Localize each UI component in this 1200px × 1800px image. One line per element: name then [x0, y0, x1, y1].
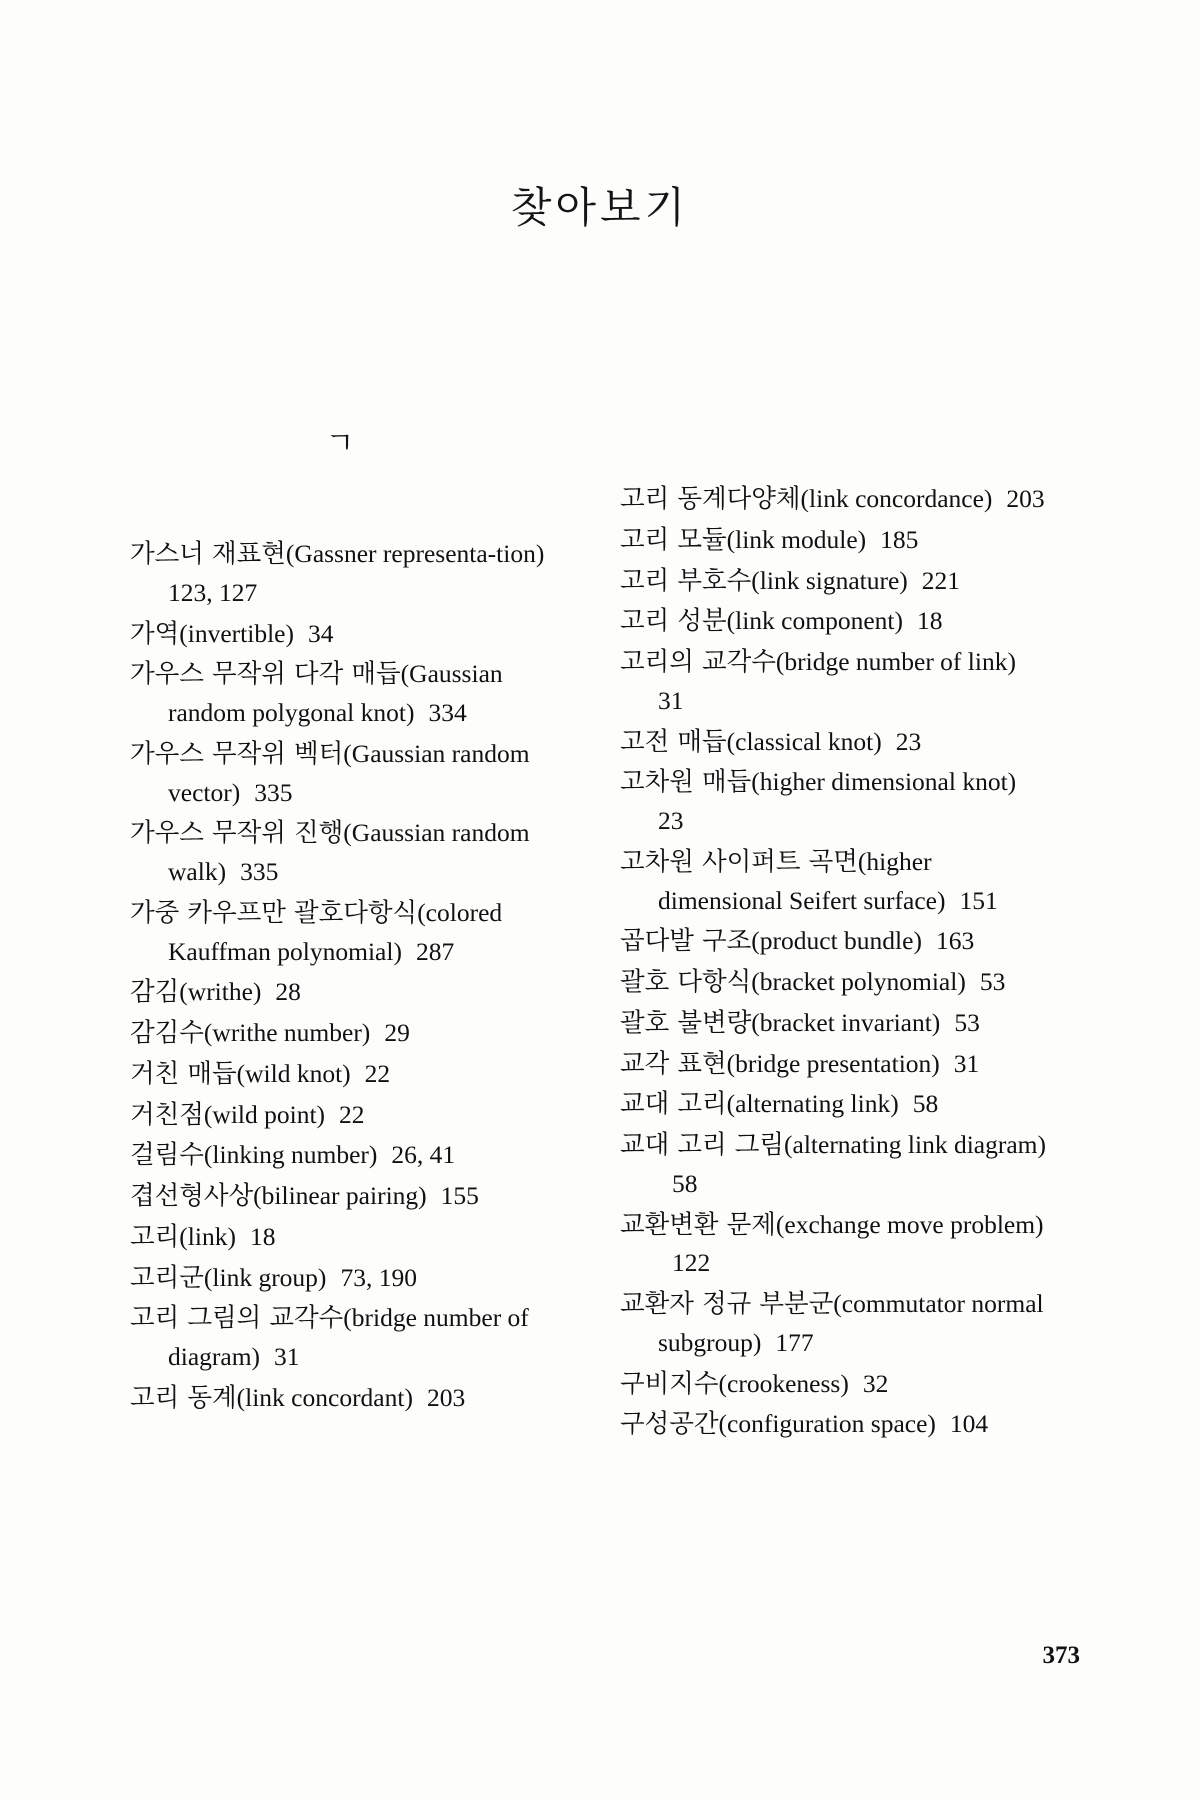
- index-entry-translation: (bracket invariant): [751, 1007, 941, 1037]
- index-entry-translation: (higher dimensional Seifert surface): [658, 846, 946, 915]
- index-entry-term: 겹선형사상: [130, 1181, 254, 1211]
- entry-spacer: [903, 602, 917, 641]
- index-entry-term: 가중 카우프만 괄호다항식: [130, 897, 418, 928]
- entry-spacer: [866, 521, 880, 560]
- index-entry-pages: 18: [916, 606, 943, 636]
- index-entry-pages: 22: [339, 1099, 365, 1129]
- index-entry-term: 고차원 매듭: [620, 767, 752, 798]
- index-entry-translation: (Gaussian random walk): [168, 818, 530, 886]
- entry-spacer: [908, 562, 922, 601]
- page-title: 찾아보기: [510, 183, 690, 232]
- index-entry-pages: 335: [254, 777, 293, 807]
- entry-spacer: [414, 694, 428, 733]
- index-entry-pages: 203: [426, 1382, 466, 1412]
- index-entry-pages: 31: [658, 685, 684, 715]
- index-entry-pages: 335: [240, 857, 279, 886]
- index-entry-translation: (link module): [726, 524, 867, 554]
- index-entry: [130, 1259, 560, 1298]
- index-entry-pages: 53: [954, 1007, 980, 1037]
- index-entry-term: 가우스 무작위 다각 매듭: [130, 659, 401, 690]
- entry-spacer: [402, 933, 416, 972]
- entry-spacer: [294, 615, 308, 654]
- index-entry-pages: 203: [1006, 484, 1045, 513]
- right-column: [620, 480, 1050, 1446]
- index-entry-translation: (alternating link diagram): [784, 1130, 1047, 1159]
- entry-spacer: [236, 1218, 250, 1257]
- entry-spacer: [658, 1165, 672, 1204]
- entry-spacer: [351, 1055, 365, 1094]
- index-entry: [620, 1004, 1050, 1043]
- index-entry-translation: (link component): [726, 606, 903, 636]
- index-entry-term: 교대 고리: [620, 1089, 727, 1120]
- index-columns: [130, 480, 1080, 1446]
- entry-spacer: [226, 853, 240, 892]
- index-entry-translation: (link signature): [751, 565, 908, 595]
- index-entry-term: 고리군: [130, 1262, 204, 1293]
- section-letter-heading: ㄱ: [325, 426, 355, 461]
- index-entry-translation: (bridge presentation): [726, 1048, 940, 1078]
- index-entry-term: 고차원 사이퍼트 곡면: [620, 846, 858, 877]
- index-entry-term: 가스너 재표현: [130, 539, 286, 569]
- entry-spacer: [427, 1177, 441, 1216]
- index-entry: [130, 1136, 560, 1175]
- index-entry-term: 거친 매듭: [130, 1058, 237, 1089]
- index-entry-term: 괄호 불변량: [620, 1007, 752, 1038]
- index-entry-term: 괄호 다항식: [620, 967, 752, 997]
- index-entry-term: 고리의 교각수: [620, 647, 776, 677]
- entry-spacer: [1016, 643, 1030, 682]
- index-entry-translation: (writhe number): [203, 1018, 371, 1047]
- index-entry-term: 고리 모듈: [620, 524, 727, 555]
- index-entry-pages: 23: [895, 726, 922, 756]
- entry-spacer: [325, 1096, 339, 1135]
- index-entry: [130, 1299, 560, 1377]
- entry-spacer: [413, 1379, 427, 1418]
- index-entry: [130, 1096, 560, 1135]
- index-entry: [620, 1085, 1050, 1124]
- index-entry-term: 교대 고리 그림: [620, 1130, 785, 1160]
- index-entry: [620, 562, 1050, 601]
- page-number: 373: [1042, 1642, 1080, 1669]
- entry-spacer: [544, 535, 558, 574]
- entry-spacer: [992, 480, 1006, 519]
- index-entry-translation: (exchange move problem): [775, 1209, 1044, 1239]
- index-entry-pages: 28: [275, 977, 301, 1007]
- entry-spacer: [260, 1338, 274, 1377]
- entry-spacer: [761, 1324, 775, 1363]
- index-entry-translation: (higher dimensional knot): [751, 767, 1017, 797]
- index-entry-translation: (invertible): [179, 618, 294, 648]
- entry-spacer: [240, 774, 254, 813]
- index-entry-pages: 287: [415, 936, 455, 966]
- index-entry-term: 고리 부호수: [620, 565, 752, 596]
- index-entry: [130, 1218, 560, 1257]
- index-entry: [130, 1379, 560, 1418]
- index-entry-term: 구비지수: [620, 1368, 719, 1399]
- index-entry-translation: (Gaussian random vector): [168, 738, 530, 807]
- left-column: [130, 480, 560, 1446]
- index-entry-pages: 221: [921, 565, 961, 595]
- index-entry-translation: (commutator normal subgroup): [658, 1289, 1044, 1357]
- index-entry: [620, 521, 1050, 560]
- index-entry-translation: (wild point): [203, 1099, 326, 1129]
- entry-spacer: [1016, 763, 1030, 802]
- index-entry-pages: 123, 127: [168, 577, 258, 607]
- index-entry: [620, 1126, 1050, 1204]
- index-entry-translation: (link concordance): [800, 484, 993, 513]
- index-entry: [620, 763, 1050, 841]
- index-entry-pages: 31: [274, 1342, 300, 1371]
- index-entry-pages: 26, 41: [391, 1140, 456, 1170]
- index-entry: [620, 1045, 1050, 1084]
- entry-spacer: [922, 922, 936, 961]
- index-entry-translation: (classical knot): [726, 726, 882, 756]
- index-entry-term: 걸림수: [130, 1140, 204, 1171]
- entry-spacer: [936, 1405, 950, 1444]
- index-entry-pages: 58: [672, 1168, 698, 1198]
- index-entry-pages: 18: [249, 1221, 276, 1251]
- index-entry-pages: 22: [364, 1058, 391, 1088]
- index-entry: [130, 735, 560, 813]
- index-entry-translation: (wild knot): [236, 1058, 351, 1088]
- index-entry-term: 감김: [130, 977, 180, 1008]
- index-entry-translation: (Gassner representa-tion): [285, 539, 545, 568]
- index-entry-term: 교각 표현: [620, 1048, 727, 1079]
- index-entry: [620, 643, 1050, 721]
- index-entry-translation: (colored Kauffman polynomial): [168, 897, 503, 966]
- index-entry: [130, 973, 560, 1012]
- index-entry-pages: 185: [880, 524, 919, 554]
- index-entry: [620, 843, 1050, 921]
- index-entry-pages: 155: [440, 1181, 479, 1210]
- index-entry: [130, 814, 560, 892]
- index-entry-translation: (bracket polynomial): [751, 967, 966, 996]
- index-entry-translation: (crookeness): [718, 1368, 849, 1398]
- index-entry-term: 가우스 무작위 벡터: [130, 738, 344, 769]
- entry-spacer: [658, 1244, 672, 1283]
- index-entry: [620, 922, 1050, 961]
- index-entry-term: 고리 동계다양체: [620, 484, 801, 514]
- index-entry: [620, 480, 1050, 519]
- entry-spacer: [849, 1365, 863, 1404]
- entry-spacer: [377, 1136, 391, 1175]
- index-entry: [130, 1055, 560, 1094]
- index-entry-translation: (bilinear pairing): [253, 1181, 427, 1210]
- index-entry-translation: (link concordant): [236, 1382, 413, 1412]
- entry-spacer: [940, 1045, 954, 1084]
- index-entry-translation: (bridge number of link): [775, 647, 1016, 676]
- index-entry-term: 감김수: [130, 1018, 204, 1048]
- index-entry: [620, 1206, 1050, 1284]
- index-entry-translation: (configuration space): [718, 1409, 936, 1439]
- index-entry-pages: 151: [959, 885, 998, 915]
- index-entry-translation: (product bundle): [751, 926, 922, 956]
- index-entry: [620, 602, 1050, 641]
- index-entry: [620, 723, 1050, 762]
- entry-spacer: [370, 1014, 384, 1053]
- index-entry-term: 교환변환 문제: [620, 1209, 776, 1240]
- index-entry: [130, 1177, 560, 1216]
- index-entry-term: 고리 성분: [620, 606, 727, 637]
- index-entry: [130, 535, 560, 613]
- index-entry-translation: (alternating link): [726, 1089, 899, 1119]
- entry-spacer: [882, 723, 896, 762]
- index-entry-pages: 32: [862, 1368, 889, 1398]
- index-entry-term: 고전 매듭: [620, 726, 727, 757]
- index-entry-translation: (linking number): [203, 1140, 378, 1170]
- index-entry-pages: 58: [912, 1089, 939, 1119]
- index-entry-pages: 177: [775, 1327, 814, 1357]
- index-entry-term: 고리 그림의 교각수: [130, 1303, 344, 1334]
- index-entry-pages: 53: [979, 967, 1006, 996]
- index-entry: [620, 1405, 1050, 1444]
- index-entry-term: 곱다발 구조: [620, 926, 752, 957]
- index-entry-pages: 163: [935, 926, 975, 956]
- index-entry: [620, 1365, 1050, 1404]
- index-entry-term: 구성공간: [620, 1409, 719, 1440]
- index-entry-translation: (writhe): [179, 977, 262, 1007]
- index-entry-pages: 104: [949, 1409, 989, 1439]
- index-entry: [620, 1285, 1050, 1363]
- entry-spacer: [966, 963, 980, 1002]
- index-entry: [130, 894, 560, 972]
- index-entry: [130, 1014, 560, 1053]
- index-entry-translation: (bridge number of diagram): [168, 1303, 529, 1371]
- index-entry-translation: (link): [179, 1221, 236, 1251]
- entry-spacer: [945, 882, 959, 921]
- index-entry-term: 고리 동계: [130, 1382, 237, 1413]
- index-entry-term: 가우스 무작위 진행: [130, 818, 344, 849]
- index-entry-pages: 122: [672, 1248, 711, 1278]
- index-entry-pages: 34: [307, 618, 334, 648]
- entry-spacer: [261, 973, 275, 1012]
- index-entry-pages: 31: [953, 1048, 980, 1078]
- entry-spacer: [899, 1085, 913, 1124]
- entry-spacer: [940, 1004, 954, 1043]
- index-entry-term: 교환자 정규 부분군: [620, 1289, 834, 1319]
- index-entry-pages: 73, 190: [340, 1262, 417, 1292]
- index-entry: [620, 963, 1050, 1002]
- index-entry: [130, 615, 560, 654]
- index-entry-pages: 334: [428, 698, 467, 727]
- index-entry-term: 고리: [130, 1221, 180, 1252]
- index-entry-term: 가역: [130, 618, 180, 649]
- index-entry-pages: 23: [658, 806, 684, 835]
- index-entry-pages: 29: [384, 1018, 410, 1047]
- index-entry-term: 거친점: [130, 1099, 204, 1130]
- index-entry: [130, 655, 560, 733]
- entry-spacer: [326, 1259, 340, 1298]
- index-entry-translation: (link group): [203, 1262, 327, 1292]
- index-entry-translation: (Gaussian random polygonal knot): [168, 659, 503, 727]
